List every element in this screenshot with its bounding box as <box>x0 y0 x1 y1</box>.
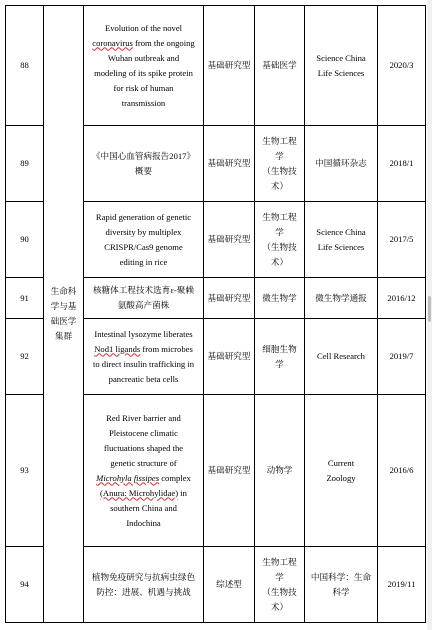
title-text: for risk of human <box>113 82 174 93</box>
cell-line: 基础研究型 <box>207 158 251 168</box>
row-number: 91 <box>6 278 44 319</box>
title-text: editing in rice <box>119 256 168 267</box>
cell-line: 术） <box>270 180 289 191</box>
paper-title <box>84 319 204 395</box>
cell-line: 学 <box>275 226 284 237</box>
cell-line: Cell Research <box>317 351 365 361</box>
title-text: Indochina <box>126 517 161 528</box>
cell-line: 细胞生物 <box>262 343 297 354</box>
paper-discipline <box>255 202 305 278</box>
title-line <box>86 96 201 111</box>
title-line <box>86 240 201 255</box>
scrollbar-thumb[interactable] <box>428 296 431 322</box>
cell-line: 生命科 <box>50 286 77 296</box>
paper-journal <box>305 319 378 395</box>
title-text: Intestinal lysozyme liberates <box>94 328 193 339</box>
title-text-tail: from the ongoing <box>132 37 195 48</box>
cell-line: 学 <box>275 571 284 582</box>
row-number: 90 <box>6 202 44 278</box>
paper-title <box>84 395 204 547</box>
paper-title <box>84 278 204 319</box>
paper-title <box>84 202 204 278</box>
title-text: CRISPR/Cas9 genome <box>104 241 183 252</box>
publish-date: 2019/11 <box>378 547 426 623</box>
table-body <box>6 6 426 623</box>
row-number: 94 <box>6 547 44 623</box>
cell-line: 基础研究型 <box>207 292 251 303</box>
cell-line: 微生物学 <box>262 292 297 303</box>
title-text: southern China and <box>110 502 177 513</box>
title-text: 《中国心血管病报告2017》 <box>91 150 196 161</box>
paper-title <box>84 547 204 623</box>
cell-line: （生物技 <box>262 586 297 597</box>
cell-line: 学与基 <box>50 301 77 311</box>
title-line <box>86 342 201 357</box>
title-line <box>86 357 201 372</box>
title-text: transmission <box>121 97 166 108</box>
title-text: 植物免疫研究与抗病虫绿色 <box>91 571 196 582</box>
paper-discipline <box>255 547 305 623</box>
cell-line: 生物工程 <box>262 135 297 146</box>
title-text: 防控：进展、机遇与挑战 <box>96 586 191 597</box>
title-line <box>86 36 201 51</box>
cell-line: 科学 <box>332 586 350 597</box>
title-line <box>86 471 201 486</box>
cell-line: 基础研究型 <box>207 234 251 244</box>
paper-journal <box>305 6 378 126</box>
title-line <box>86 225 201 240</box>
title-line <box>86 149 201 164</box>
title-line <box>86 298 201 313</box>
cell-line: 综述型 <box>216 579 242 589</box>
title-text: diversity by multiplex <box>105 226 182 237</box>
title-line <box>86 426 201 441</box>
paper-category <box>204 319 255 395</box>
row-number: 89 <box>6 126 44 202</box>
title-line <box>86 283 201 298</box>
paper-journal <box>305 202 378 278</box>
cell-line: Life Sciences <box>317 67 365 78</box>
cell-line: 生物工程 <box>262 211 297 222</box>
title-line <box>86 21 201 36</box>
title-text: Wuhan outbreak and <box>107 52 180 63</box>
paper-list-table <box>5 5 426 623</box>
cell-line: Zoology <box>326 472 356 483</box>
cell-line: Science China <box>316 52 366 63</box>
cell-line: 基础研究型 <box>207 60 251 70</box>
cell-line: 中国循环杂志 <box>315 158 367 168</box>
paper-title <box>84 6 204 126</box>
paper-discipline <box>255 319 305 395</box>
paper-title <box>84 126 204 202</box>
row-number: 93 <box>6 395 44 547</box>
title-text: Rapid generation of genetic <box>95 211 192 222</box>
cell-line: 中国科学：生命 <box>310 571 372 582</box>
table-row <box>6 6 426 126</box>
cell-line: 基础研究型 <box>207 465 251 475</box>
paper-journal <box>305 278 378 319</box>
cell-line: （生物技 <box>262 241 297 252</box>
publish-date: 2020/3 <box>378 6 426 126</box>
cell-line: 生物工程 <box>262 556 297 567</box>
cell-line: 学 <box>275 150 284 161</box>
cell-line: 基础研究型 <box>207 351 251 361</box>
title-line <box>86 372 201 387</box>
title-line <box>86 570 201 585</box>
paper-journal <box>305 547 378 623</box>
paper-discipline <box>255 395 305 547</box>
cell-line: 术） <box>270 256 289 267</box>
cell-line: 术） <box>270 601 289 612</box>
cell-line: 微生物学通报 <box>315 292 367 303</box>
title-text: (Anura: Microhylidae) <box>100 487 179 498</box>
title-text-tail: complex <box>159 472 191 483</box>
cluster-label <box>44 6 84 623</box>
vertical-scrollbar[interactable] <box>427 0 432 630</box>
cell-line: Life Sciences <box>317 241 365 252</box>
title-line <box>86 66 201 81</box>
title-text: 核糖体工程技术选育ε-聚赖 <box>92 285 194 295</box>
paper-category <box>204 278 255 319</box>
cell-line: 基础医学 <box>262 60 297 70</box>
cell-line: Current <box>327 457 355 468</box>
row-number: 88 <box>6 6 44 126</box>
title-line <box>86 255 201 270</box>
title-line <box>86 456 201 471</box>
paper-discipline <box>255 126 305 202</box>
title-text: Red River barrier and <box>106 412 181 423</box>
title-line <box>86 210 201 225</box>
title-text: to direct insulin trafficking in <box>92 358 195 369</box>
title-text: Pleistocene climatic <box>109 427 178 438</box>
paper-category <box>204 126 255 202</box>
cell-line: 动物学 <box>266 465 293 475</box>
publish-date: 2019/7 <box>378 319 426 395</box>
cell-line: Science China <box>316 226 366 237</box>
paper-category <box>204 6 255 126</box>
paper-discipline <box>255 6 305 126</box>
cell-line: 学 <box>275 358 284 369</box>
title-text: Microhyla fissipes <box>96 472 160 483</box>
title-text: pancreatic beta cells <box>108 373 179 384</box>
row-number: 92 <box>6 319 44 395</box>
title-line <box>86 411 201 426</box>
cell-line: 础医学 <box>50 316 77 326</box>
title-line <box>86 441 201 456</box>
paper-category <box>204 547 255 623</box>
paper-discipline <box>255 278 305 319</box>
title-line <box>86 327 201 342</box>
title-text: Nod1 ligands <box>94 343 141 354</box>
paper-journal <box>305 126 378 202</box>
title-line <box>86 516 201 531</box>
publish-date: 2018/1 <box>378 126 426 202</box>
title-text: genetic structure of <box>110 457 177 468</box>
paper-category <box>204 395 255 547</box>
title-line <box>86 51 201 66</box>
title-line <box>86 164 201 179</box>
title-text: Evolution of the novel <box>104 22 183 33</box>
title-line <box>86 585 201 600</box>
title-line <box>86 81 201 96</box>
cell-line: 集群 <box>54 331 73 341</box>
cell-line: （生物技 <box>262 165 297 176</box>
title-text-tail: from microbes <box>140 343 193 354</box>
title-text: coronavirus <box>92 37 133 48</box>
publish-date: 2016/6 <box>378 395 426 547</box>
paper-journal <box>305 395 378 547</box>
publish-date: 2016/12 <box>378 278 426 319</box>
title-text-tail: in <box>178 487 187 498</box>
title-text: fluctuations shaped the <box>103 442 184 453</box>
publish-date: 2017/5 <box>378 202 426 278</box>
title-line <box>86 501 201 516</box>
title-text: 概要 <box>134 165 153 176</box>
title-line <box>86 486 201 501</box>
paper-category <box>204 202 255 278</box>
title-text: modeling of its spike protein <box>94 67 193 78</box>
title-text: 氨酸高产菌株 <box>117 300 170 310</box>
